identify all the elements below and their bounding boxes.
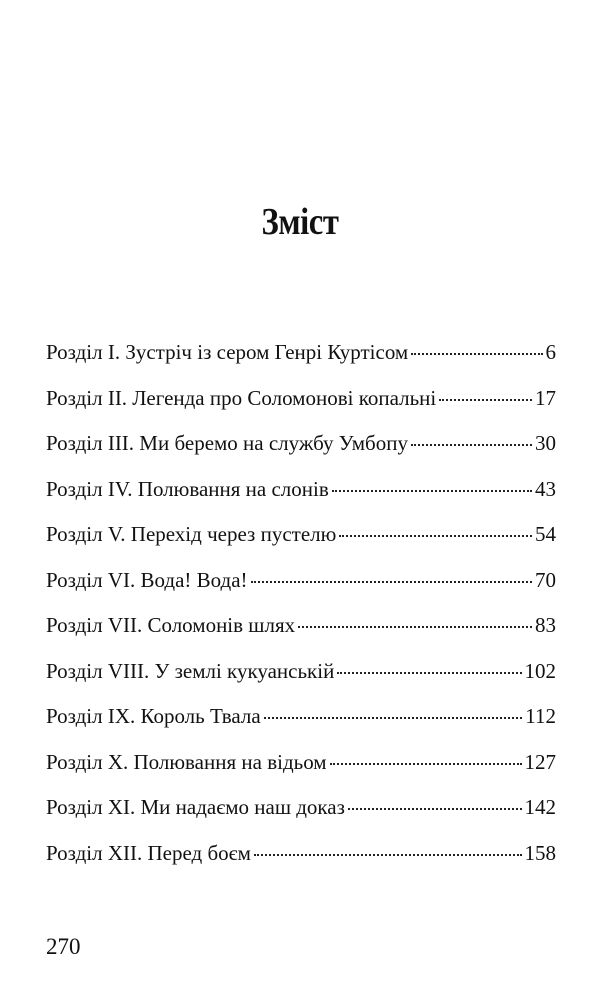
toc-entry <box>46 477 556 523</box>
toc-entry <box>46 613 556 659</box>
toc-entry <box>46 659 556 705</box>
toc-entry-page: 6 <box>545 340 556 364</box>
toc-dot-leader <box>330 763 522 765</box>
toc-entry-title: Розділ VI. Вода! Вода! <box>46 567 248 592</box>
toc-entry <box>46 841 556 887</box>
toc-entry <box>46 522 556 568</box>
toc-entry-title: Розділ II. Легенда про Соломонові копальні <box>46 385 437 410</box>
toc-entry-title: Розділ VII. Соломонів шлях <box>46 613 296 637</box>
toc-entry-page: 43 <box>535 476 556 501</box>
toc-entry <box>46 704 556 750</box>
toc-entry-page: 112 <box>525 704 556 728</box>
toc-entry-title: Розділ IV. Полювання на слонів <box>46 476 329 501</box>
toc-entry-page: 83 <box>535 613 556 637</box>
toc-entry-page: 102 <box>524 658 556 683</box>
toc-entry <box>46 386 556 432</box>
toc-dot-leader <box>348 808 522 810</box>
toc-entry <box>46 431 556 477</box>
toc-dot-leader <box>411 353 542 355</box>
toc-entry <box>46 795 556 841</box>
toc-entry-page: 54 <box>535 522 556 546</box>
toc-entry-title: Розділ XI. Ми надаємо наш доказ <box>46 795 345 819</box>
toc-entry-title: Розділ X. Полювання на відьом <box>46 749 327 774</box>
toc-dot-leader <box>254 854 522 856</box>
toc-dot-leader <box>251 581 532 583</box>
toc-dot-leader <box>298 626 532 628</box>
toc-entry-title: Розділ V. Перехід через пустелю <box>46 522 337 546</box>
toc-entry <box>46 340 556 386</box>
toc-entry-page: 158 <box>524 840 556 865</box>
toc-entry <box>46 750 556 796</box>
page-number: 270 <box>46 934 81 959</box>
toc-dot-leader <box>439 399 532 401</box>
toc-dot-leader <box>337 672 521 674</box>
toc-entry-page: 70 <box>535 567 556 592</box>
toc-dot-leader <box>339 535 532 537</box>
toc-dot-leader <box>411 444 532 446</box>
page-title: Зміст <box>261 201 339 243</box>
toc-entry-title: Розділ III. Ми беремо на службу Умбопу <box>46 431 408 455</box>
toc-entry-page: 17 <box>535 385 556 410</box>
toc-entry <box>46 568 556 614</box>
table-of-contents <box>46 340 556 886</box>
toc-entry-page: 142 <box>524 795 556 819</box>
toc-dot-leader <box>264 717 523 719</box>
toc-entry-page: 127 <box>524 749 556 774</box>
toc-entry-title: Розділ VIII. У землі кукуанській <box>46 658 335 683</box>
toc-entry-page: 30 <box>535 431 556 455</box>
toc-entry-title: Розділ XII. Перед боєм <box>46 840 251 865</box>
toc-entry-title: Розділ I. Зустріч із сером Генрі Куртісом <box>46 340 409 364</box>
toc-entry-title: Розділ IX. Король Твала <box>46 704 261 728</box>
toc-dot-leader <box>332 490 532 492</box>
